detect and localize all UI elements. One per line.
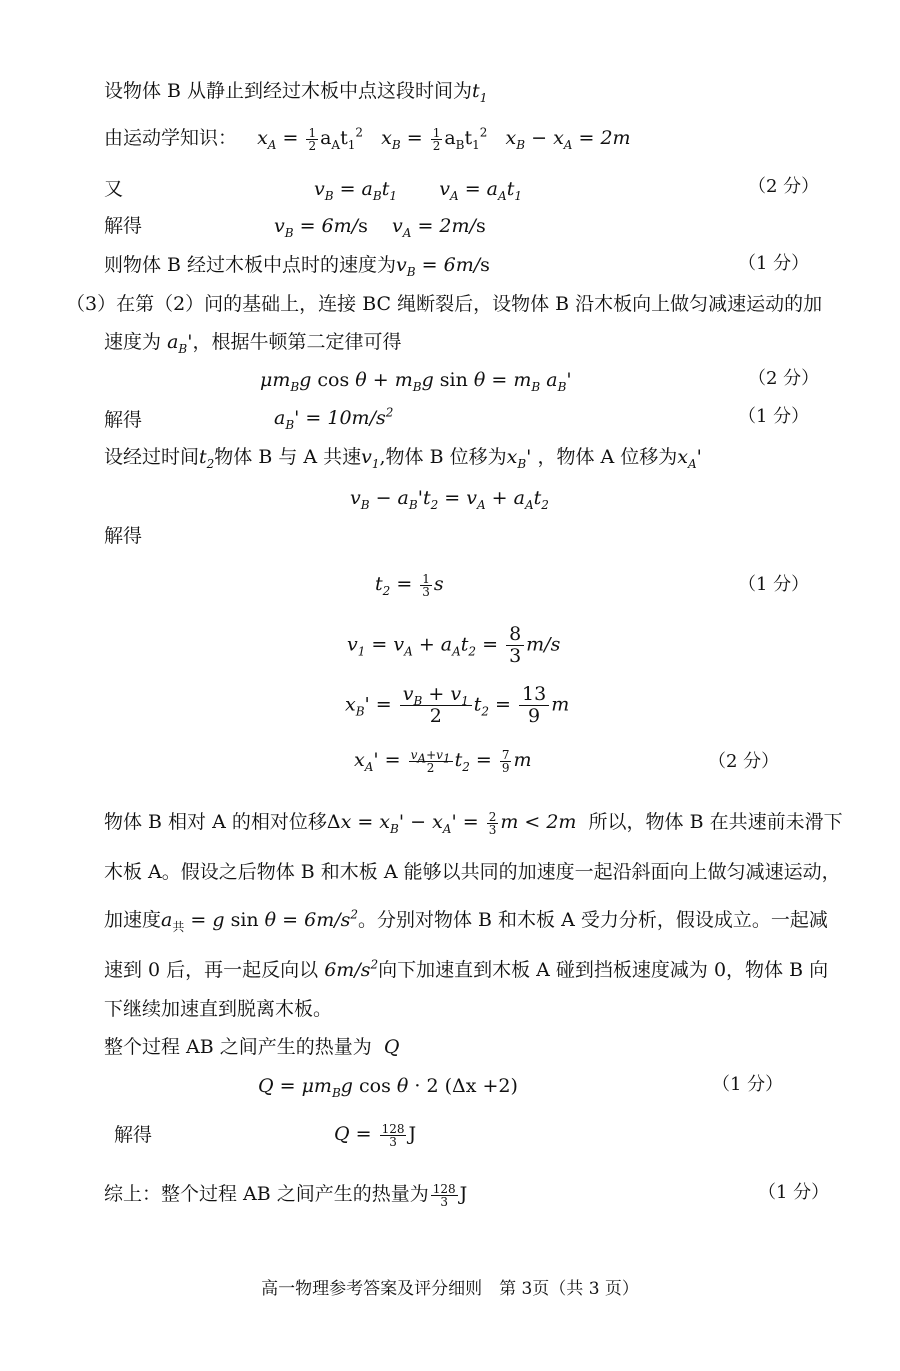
- math-formula: $v_1 = v_A + a_At_2$ = $\frac{8}{3}$ m/s: [347, 623, 561, 667]
- line-text: 物体 B 与 A 共速: [214, 446, 362, 468]
- line-label: 解得: [104, 215, 143, 237]
- math-formula: $a_B' = 10m/s^2$: [274, 405, 394, 432]
- math-formula: $x_A'$ = $\frac{v_A+v_1}{2}$ $t_2$ = $\frac{7}{9}$ m: [354, 747, 532, 775]
- score-mark: （1 分）: [758, 1182, 830, 1203]
- math-formula: $t_2$ = $\frac{1}{3}$ s: [375, 571, 444, 599]
- text-line-p4: [104, 958, 828, 982]
- text-line-2: [104, 126, 631, 152]
- text-line-3: [104, 177, 123, 201]
- line-text: 速度为: [104, 331, 162, 353]
- text-line-4: [104, 214, 142, 238]
- line-text: 下继续加速直到脱离木板。: [104, 998, 333, 1020]
- line-text: 则物体 B 经过木板中点时的速度为: [104, 254, 397, 276]
- text-line-p5: [104, 997, 332, 1021]
- line-label: 由运动学知识：: [104, 127, 238, 149]
- text-line-8: [104, 408, 142, 432]
- line-text: （3）在第（2）问的基础上，连接 BC 绳断裂后，设物体 B 沿木板向上做匀减速运动的加: [66, 293, 823, 315]
- line-text: 物体 B 相对 A 的相对位移: [104, 811, 327, 833]
- line-text: 综上：整个过程 AB 之间产生的热量为: [104, 1183, 429, 1205]
- math-formula: $v_B = 6m/s$ $v_A = 2m/s$: [274, 215, 486, 240]
- text-line-9: [104, 445, 702, 469]
- page-footer: 高一物理参考答案及评分细则 第 3页（共 3 页）: [261, 1279, 639, 1299]
- math: $\Delta x = x_B' - x_A'$ = $\frac{2}{3}$ m < 2m: [326, 809, 577, 837]
- text-line-1: [104, 79, 487, 103]
- math-formula: Q = $\frac{128}{3}$ J: [334, 1121, 417, 1149]
- text-line-p3: [104, 908, 828, 932]
- math-formula: $x_B'$ = $\frac{v_B + v_1}{2}$ $t_2$ = $\frac{13}{9}$ m: [345, 683, 570, 727]
- math: Q: [383, 1036, 400, 1058]
- text-line-p1: [104, 810, 843, 836]
- math: $a_共 = g$ $\sin \theta = 6m/s^2$: [161, 907, 359, 934]
- math: $t_1$: [472, 80, 488, 105]
- score-mark: （2 分）: [748, 176, 820, 197]
- line-text: 木板 A。假设之后物体 B 和木板 A 能够以共同的加速度一起沿斜面向上做匀减速运动，: [104, 861, 841, 883]
- score-mark: （2 分）: [708, 751, 780, 772]
- score-mark: （1 分）: [738, 574, 810, 595]
- line-text: ，物体 A 位移为: [537, 446, 678, 468]
- text-line-5: [104, 253, 490, 277]
- line-text: 设物体 B 从静止到经过木板中点这段时间为: [104, 80, 473, 102]
- line-text: 。分别对物体 B 和木板 A 受力分析，假设成立。一起减: [358, 909, 828, 931]
- text-line-p2: [104, 860, 841, 884]
- math: $x_A'$: [677, 446, 702, 471]
- score-mark: （1 分）: [738, 406, 810, 427]
- math-formula: $x_A$ = $\frac{1}{2}$ $a_At_1^2$ $x_B$ = $\frac{1}{2}$ $a_Bt_1^2$ $x_B - x_A = 2m$: [257, 125, 631, 153]
- score-mark: （1 分）: [738, 253, 810, 274]
- text-line-p8: [114, 1123, 152, 1147]
- text-line-p9: 综上：整个过程 AB 之间产生的热量为 $\frac{128}{3}$ J: [104, 1181, 468, 1209]
- math: $v_1$: [361, 446, 380, 471]
- line-label: 解得: [114, 1124, 153, 1146]
- line-text: 设经过时间: [104, 446, 200, 468]
- math: $6m/s^2$: [324, 957, 379, 981]
- score-mark: （2 分）: [748, 368, 820, 389]
- math-formula: $v_B - a_B't_2 = v_A + a_At_2$: [350, 487, 549, 512]
- line-text: 速到 0 后，再一起反向以: [104, 959, 319, 981]
- math: $a_B'$: [167, 331, 193, 356]
- math-formula: $v_B = a_Bt_1$ $v_A = a_At_1$: [314, 178, 522, 203]
- text-line-6b: [104, 330, 401, 354]
- line-text: 向下加速直到木板 A 碰到挡板速度减为 0，物体 B 向: [378, 959, 829, 981]
- math: $\frac{128}{3}$: [432, 1181, 456, 1209]
- score-mark: （1 分）: [712, 1074, 784, 1095]
- line-text: ，根据牛顿第二定律可得: [192, 331, 402, 353]
- text-line-6a: [66, 292, 822, 316]
- line-label: 解得: [104, 525, 143, 547]
- text-line-11: [104, 524, 142, 548]
- math-formula: $Q = \mu m_Bg$ cos θ · 2 (Δx +2): [258, 1075, 518, 1100]
- line-text: 所以，物体 B 在共速前未滑下: [588, 811, 843, 833]
- math: $x_B'$: [506, 446, 532, 471]
- math: $t_2$: [199, 446, 215, 471]
- line-text: 加速度: [104, 909, 162, 931]
- math-formula: $\mu m_Bg$ $\cos \theta + m_Bg$ $\sin \theta = m_B$ $a_B'$: [260, 369, 572, 394]
- line-label: 又: [104, 178, 124, 200]
- math: $v_B = 6m/s$: [396, 254, 490, 279]
- line-label: 解得: [104, 409, 143, 431]
- line-text: 整个过程 AB 之间产生的热量为: [104, 1036, 372, 1058]
- text-line-p6: [104, 1035, 399, 1059]
- line-text: ,物体 B 位移为: [379, 446, 507, 468]
